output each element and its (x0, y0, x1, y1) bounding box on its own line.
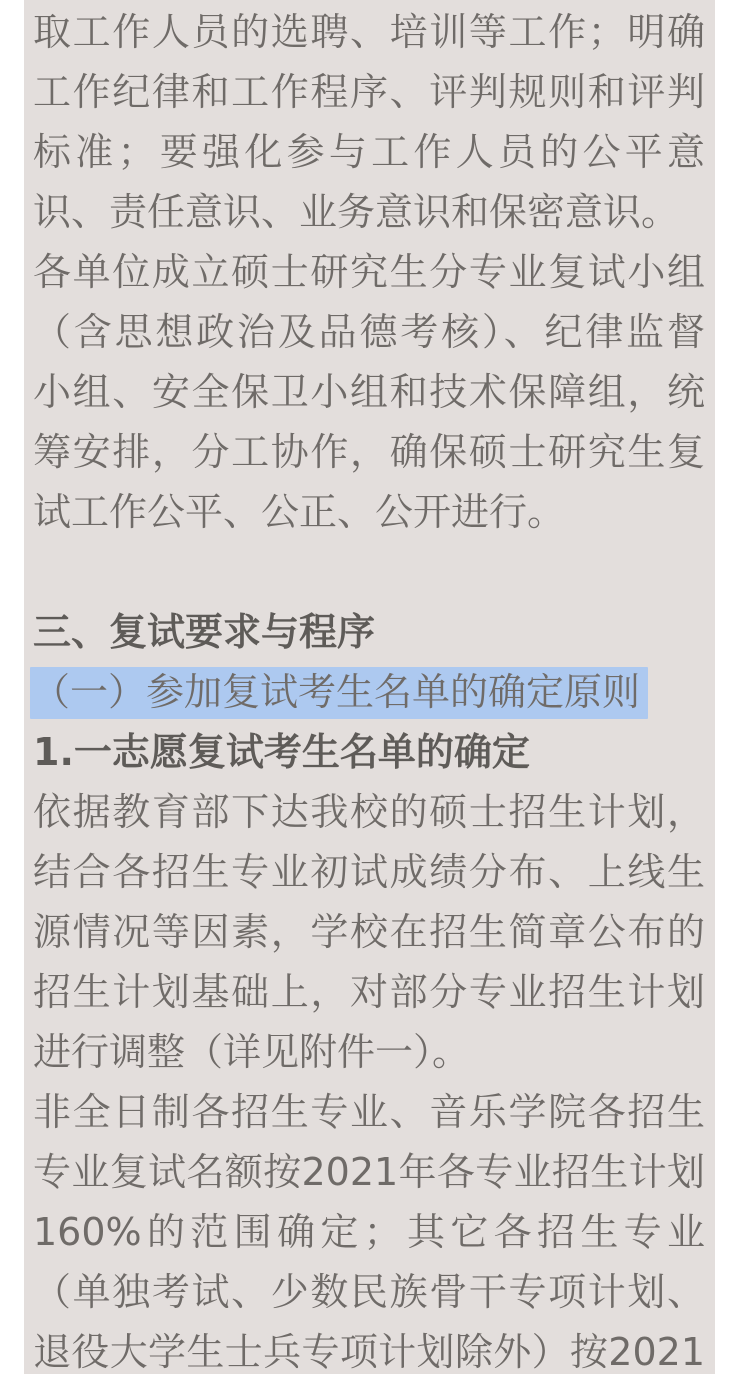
paragraph-line: 160%的范围确定；其它各招生专业 (33, 1210, 705, 1254)
paragraph-line: （单独考试、少数民族骨干专项计划、 (33, 1270, 705, 1314)
paragraph-line: 专业复试名额按2021年各专业招生计划 (33, 1150, 705, 1194)
paragraph-line: 标准；要强化参与工作人员的公平意 (33, 130, 705, 174)
paragraph-line: 退役大学生士兵专项计划除外）按2021 (33, 1330, 705, 1374)
line-spacer (33, 542, 705, 602)
paragraph-line: 试工作公平、公正、公开进行。 (33, 490, 566, 534)
highlighted-heading (33, 662, 705, 722)
paragraph-line: 识、责任意识、业务意识和保密意识。 (33, 190, 680, 234)
paragraph-line: 进行调整（详见附件一）。 (33, 1030, 471, 1074)
paragraph-line: 源情况等因素，学校在招生简章公布的 (33, 910, 705, 954)
paragraph-line: 筹安排，分工协作，确保硕士研究生复 (33, 430, 705, 474)
section-heading: 三、复试要求与程序 (33, 610, 376, 654)
paragraph-line: 小组、安全保卫小组和技术保障组，统 (33, 370, 705, 414)
paragraph-line: 结合各招生专业初试成绩分布、上线生 (33, 850, 705, 894)
paragraph-line: 各单位成立硕士研究生分专业复试小组 (33, 250, 705, 294)
paragraph-line: 招生计划基础上，对部分专业招生计划 (33, 970, 705, 1014)
paragraph-line: 依据教育部下达我校的硕士招生计划， (33, 790, 705, 834)
highlight-text: （一）参加复试考生名单的确定原则 (30, 667, 648, 719)
paragraph-line: 工作纪律和工作程序、评判规则和评判 (33, 70, 705, 114)
document-content (24, 0, 715, 1374)
document-body (24, 0, 715, 1374)
section-heading: 1.一志愿复试考生名单的确定 (33, 730, 530, 774)
paragraph-line: （含思想政治及品德考核）、纪律监督 (33, 310, 705, 354)
paragraph-line: 非全日制各招生专业、音乐学院各招生 (33, 1090, 705, 1134)
paragraph-line: 取工作人员的选聘、培训等工作；明确 (33, 10, 705, 54)
